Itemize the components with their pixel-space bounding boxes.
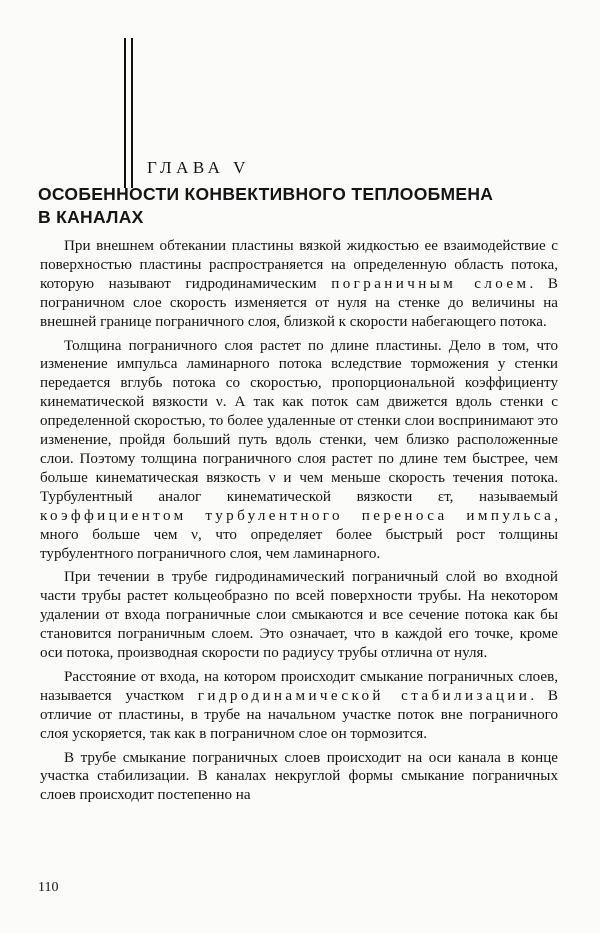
paragraph-1-text-c: . В пограничном слое скорость изменяется от нуля на стенке до величины на внешней границе пограничного слоя, близкой к скорости набегающего потока. (40, 275, 558, 330)
paragraph-3: При течении в трубе гидродинамический пограничный слой во входной части трубы растет кольцеобразно по всей поверхности трубы. На некотором удалении от входа пограничные слои смыкаются и все сечение потока как бы становится пограничным слоем. Это означает, что в каждой его точке, кроме оси потока, производная скорости по радиусу трубы отлична от нуля. (40, 569, 558, 662)
page-number: 110 (38, 880, 59, 895)
chapter-label: ГЛАВА V (147, 158, 250, 177)
body-text (40, 237, 558, 805)
paragraph-1 (40, 237, 558, 332)
term-turbulent-transfer-coefficient: коэффициентом турбулентного переноса импульса (40, 507, 555, 524)
paragraph-5: В трубе смыкание пограничных слоев происходит на оси канала в конце участка стабилизации. В каналах некруглой формы смыкание пограничных слоев происходит постепенно на (40, 749, 558, 804)
chapter-title-line-2: В КАНАЛАХ (38, 207, 144, 227)
paragraph-2-text-c: , много больше чем ν, что определяет более быстрый рост толщины турбулентного пограничного слоя, чем ламинарного. (40, 507, 558, 562)
paragraph-1-text-a: При внешнем обтекании пластины вязкой жидкостью ее взаимодействие с поверхностью пластины распространяется на определенную область потока, которую называют гидродинамическим (40, 238, 558, 292)
chapter-title (38, 183, 558, 229)
paragraph-4-text-c: . В отличие от пластины, в трубе на начальном участке поток вне пограничного слоя ускоряется, так как в пограничном слое он тормозится. (40, 687, 558, 742)
term-hydrodynamic-stabilization: гидродинамической стабилизации (197, 687, 531, 704)
chapter-rule-right (131, 38, 133, 188)
paragraph-2 (40, 337, 558, 564)
chapter-title-line-1: ОСОБЕННОСТИ КОНВЕКТИВНОГО ТЕПЛООБМЕНА (38, 184, 494, 204)
chapter-rule-left (124, 38, 126, 188)
paragraph-4 (40, 668, 558, 744)
paragraph-4-text-a: Расстояние от входа, на котором происходит смыкание пограничных слоев, называется участком (40, 668, 558, 704)
paragraph-2-text-a: Толщина пограничного слоя растет по длине пластины. Дело в том, что изменение импульса ламинарного потока вследствие торможения у стенки передается вглубь потока со скоростью, пропорциональной коэффициенту кинематической вязкости ν. А так как поток сам движется вдоль стенки с определенной скоростью, то более удаленные от стенки слои воспринимают это изменение, пройдя больший путь вдоль стенки, чем близко расположенные слои. Поэтому толщина пограничного слоя растет по длине тем быстрее, чем больше кинематическая вязкость ν и чем меньше скорость течения потока. Турбулентный аналог кинематической вязкости εт, называемый (40, 337, 558, 505)
term-boundary-layer: пограничным слоем (331, 275, 530, 292)
